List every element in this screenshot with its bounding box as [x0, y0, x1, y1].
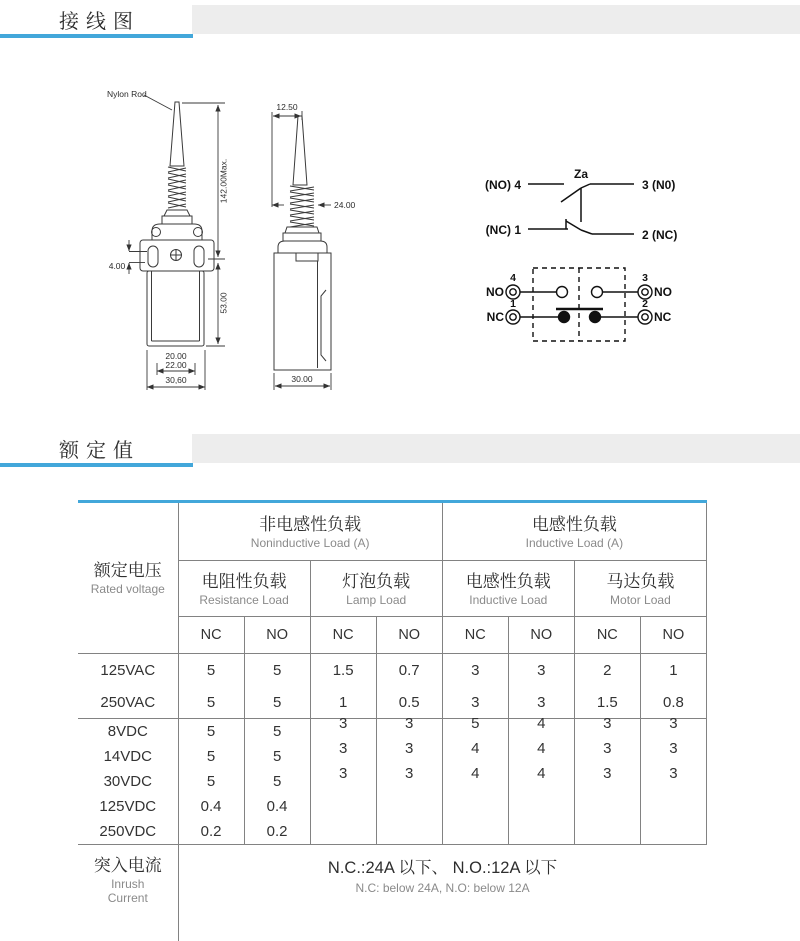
table-cell: 5 [244, 654, 310, 687]
contact-header: NO [376, 617, 442, 654]
table-cell: 3 [310, 744, 376, 769]
header-gray-bar [192, 434, 800, 463]
table-cell [574, 794, 640, 819]
table-cell: 3 [508, 654, 574, 687]
terminal-diagram [486, 268, 672, 341]
spring-front [168, 167, 186, 208]
section-title: 接线图 [52, 5, 140, 34]
schematic-nc1-label: (NC) 1 [486, 223, 522, 237]
table-cell [640, 819, 706, 845]
table-cell: 1.5 [574, 686, 640, 719]
row-label: 30VDC [78, 769, 178, 794]
group-header-row [78, 502, 707, 561]
rated-voltage-en: Rated voltage [78, 582, 178, 596]
dim-height-max: 142.00Max. [219, 159, 229, 203]
section-title: 额定值 [52, 434, 140, 463]
dim-body-height: 53.00 [219, 292, 229, 314]
ratings-table [78, 500, 707, 941]
wiring-diagram [0, 0, 800, 440]
table-row [78, 769, 707, 794]
table-cell: 2 [574, 654, 640, 687]
inrush-en1: Inrush [78, 877, 178, 891]
table-cell [376, 819, 442, 845]
row-label: 250VDC [78, 819, 178, 845]
dim-body-width: 30.00 [291, 374, 313, 384]
terminal-nc-right-label: NC [654, 310, 672, 324]
table-cell: 4 [508, 719, 574, 745]
nylon-rod-side [293, 116, 307, 185]
table-cell: 3 [640, 719, 706, 745]
switch-body-side [274, 253, 331, 370]
table-cell [574, 819, 640, 845]
table-row [78, 686, 707, 719]
table-cell [442, 794, 508, 819]
contact-header: NC [574, 617, 640, 654]
subgroup-en: Motor Load [575, 593, 706, 607]
dim-plate: 4.00 [109, 261, 126, 271]
table-cell: 1 [640, 654, 706, 687]
table-cell: 5 [178, 769, 244, 794]
terminal-no-left-label: NO [486, 285, 504, 299]
nylon-rod-label: Nylon Rod [107, 89, 147, 99]
nc-contact-closed-right [590, 312, 601, 323]
terminal-nc-left-label: NC [487, 310, 505, 324]
contact-schematic [485, 167, 677, 242]
row-label: 125VDC [78, 794, 178, 819]
row-label: 250VAC [78, 686, 178, 719]
slot-right [194, 246, 204, 267]
schematic-nc2-label: 2 (NC) [642, 228, 677, 242]
table-cell: 4 [442, 744, 508, 769]
lamp-load-header [310, 561, 442, 617]
inrush-zh: 突入电流 [78, 855, 178, 877]
table-row [78, 744, 707, 769]
table-cell: 3 [442, 654, 508, 687]
table-cell: 0.5 [376, 686, 442, 719]
resistance-load-header [178, 561, 310, 617]
table-cell [310, 794, 376, 819]
terminal-2-number: 2 [642, 298, 648, 310]
terminal-4-number: 4 [510, 272, 516, 284]
table-cell: 3 [376, 744, 442, 769]
table-cell: 3 [574, 719, 640, 745]
switch-body-front [147, 271, 204, 346]
group-en: Noninductive Load (A) [179, 536, 442, 550]
table-cell: 5 [178, 654, 244, 687]
table-cell: 0.4 [244, 794, 310, 819]
inrush-current-row [78, 845, 707, 941]
table-cell: 3 [574, 769, 640, 794]
dim-rod-width: 12.50 [276, 102, 298, 112]
inrush-value-zh: N.C.:24A 以下、 N.O.:12A 以下 [179, 855, 707, 881]
subgroup-en: Inductive Load [443, 593, 574, 607]
table-cell [376, 794, 442, 819]
table-cell: 1.5 [310, 654, 376, 687]
contact-header: NC [310, 617, 376, 654]
table-cell: 0.2 [178, 819, 244, 845]
dim-depth: 24.00 [334, 200, 356, 210]
contact-header: NC [442, 617, 508, 654]
table-cell: 3 [442, 686, 508, 719]
subgroup-zh: 灯泡负载 [311, 571, 442, 593]
section-header-ratings [0, 434, 800, 467]
table-row [78, 719, 707, 745]
inrush-value-en: N.C: below 24A, N.O: below 12A [179, 881, 707, 895]
contact-header: NO [244, 617, 310, 654]
table-cell: 3 [310, 769, 376, 794]
terminal-no-right-label: NO [654, 285, 672, 299]
nylon-rod-shape [170, 102, 184, 166]
subgroup-zh: 电感性负载 [443, 571, 574, 593]
table-cell: 3 [376, 719, 442, 745]
table-cell: 0.2 [244, 819, 310, 845]
table-cell [508, 819, 574, 845]
no-contact-open-left [557, 287, 568, 298]
table-cell: 3 [376, 769, 442, 794]
terminal-1-number: 1 [510, 298, 516, 310]
row-label: 125VAC [78, 654, 178, 687]
header-accent-line [0, 463, 193, 467]
table-cell: 3 [508, 686, 574, 719]
schematic-za-label: Za [574, 167, 588, 181]
schematic-no3-label: 3 (N0) [642, 178, 675, 192]
switch-side-view [274, 116, 331, 370]
table-cell: 1 [310, 686, 376, 719]
table-cell: 5 [244, 686, 310, 719]
table-cell: 4 [508, 744, 574, 769]
inrush-label [78, 845, 178, 941]
inrush-value [178, 845, 706, 941]
table-cell: 4 [508, 769, 574, 794]
contact-header: NO [640, 617, 706, 654]
table-cell: 0.8 [640, 686, 706, 719]
table-cell: 4 [442, 769, 508, 794]
inductive-load-header [442, 561, 574, 617]
noninductive-group-header [178, 502, 442, 561]
dim-w1: 20.00 [165, 351, 187, 361]
table-cell [640, 794, 706, 819]
table-cell: 3 [640, 744, 706, 769]
table-cell [442, 819, 508, 845]
table-row [78, 794, 707, 819]
table-cell: 5 [442, 719, 508, 745]
no-contact-open-right [592, 287, 603, 298]
subgroup-zh: 电阻性负载 [179, 571, 310, 593]
group-zh: 非电感性负载 [179, 514, 442, 536]
table-cell: 5 [178, 686, 244, 719]
row-label: 8VDC [78, 719, 178, 745]
subgroup-en: Lamp Load [311, 593, 442, 607]
subgroup-zh: 马达负载 [575, 571, 706, 593]
table-cell: 5 [178, 719, 244, 745]
rated-voltage-header [78, 502, 178, 654]
schematic-no4-label: (NO) 4 [485, 178, 521, 192]
row-label: 14VDC [78, 744, 178, 769]
table-cell [310, 819, 376, 845]
table-cell: 3 [574, 744, 640, 769]
dim-w2: 22.00 [165, 360, 187, 370]
side-view-dimensions [272, 102, 356, 390]
motor-load-header [574, 561, 706, 617]
group-zh: 电感性负载 [443, 514, 706, 536]
spring-side [290, 186, 314, 227]
subgroup-en: Resistance Load [179, 593, 310, 607]
inrush-en2: Current [78, 891, 178, 905]
table-cell: 5 [244, 719, 310, 745]
contact-header: NC [178, 617, 244, 654]
dim-w3: 30,60 [165, 375, 187, 385]
ratings-body [78, 654, 707, 845]
table-cell: 0.4 [178, 794, 244, 819]
group-en: Inductive Load (A) [443, 536, 706, 550]
rated-voltage-zh: 额定电压 [78, 560, 178, 582]
nc-contact-closed-left [559, 312, 570, 323]
inductive-group-header [442, 502, 706, 561]
header-title-box [0, 434, 192, 463]
table-row [78, 654, 707, 687]
table-cell [508, 794, 574, 819]
table-cell: 5 [178, 744, 244, 769]
contact-header: NO [508, 617, 574, 654]
table-cell: 5 [244, 769, 310, 794]
table-cell: 3 [640, 769, 706, 794]
table-cell: 5 [244, 744, 310, 769]
table-cell: 0.7 [376, 654, 442, 687]
terminal-3-number: 3 [642, 272, 648, 284]
table-row [78, 819, 707, 845]
slot-left [148, 246, 158, 267]
table-cell: 3 [310, 719, 376, 745]
switch-front-view [140, 102, 214, 346]
